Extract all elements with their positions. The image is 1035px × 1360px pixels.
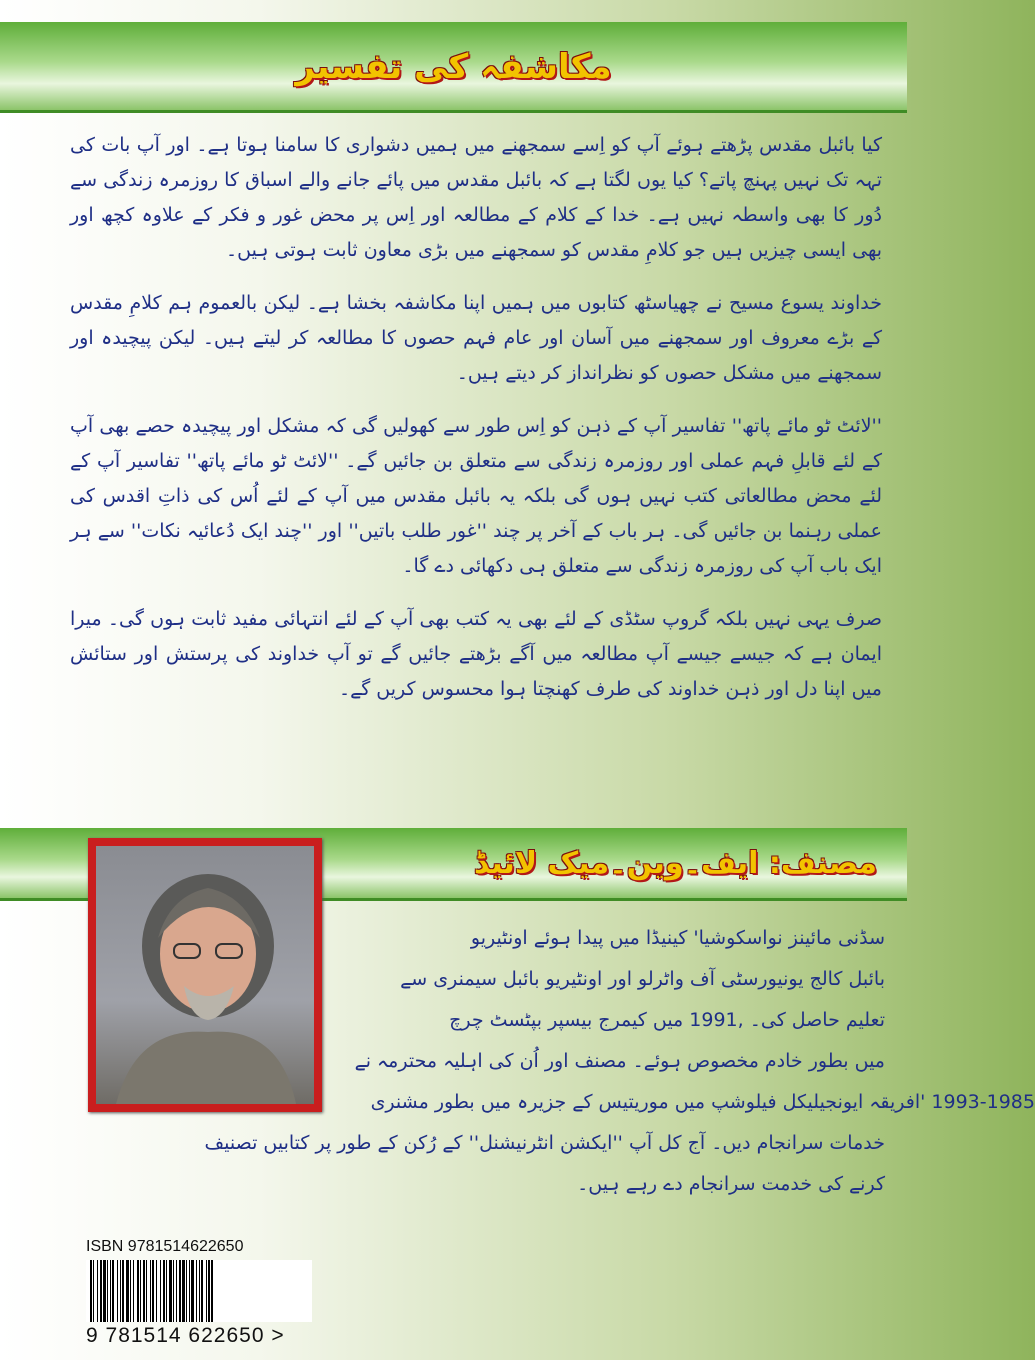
paragraph-2: خداوند یسوع مسیح نے چھیاسٹھ کتابوں میں ہمیں اپنا مکاشفہ بخشا ہے۔ لیکن بالعموم ہم کلامِ مقدس کے بڑے معروف اور سمجھنے میں آسان اور عام فہم حصوں کا مطالعہ کر لیتے ہیں۔ لیکن پیچیدہ اور سمجھنے میں مشکل حصوں کو نظرانداز کر دیتے ہیں۔ — [70, 292, 882, 384]
title-banner — [0, 22, 907, 113]
isbn-label: ISBN 9781514622650 — [86, 1238, 244, 1255]
author-bio — [150, 918, 1035, 1205]
bio-line: بائبل کالج یونیورسٹی آف واٹرلو اور اونٹیریو بائبل سیمنری سے — [400, 968, 885, 990]
description-text — [70, 128, 882, 725]
paragraph-1: کیا بائبل مقدس پڑھتے ہوئے آپ کو اِسے سمجھنے میں ہمیں دشواری کا سامنا ہوتا ہے۔ اور آپ بات کی تہہ تک نہیں پہنچ پاتے؟ کیا یوں لگتا ہے کہ بائبل مقدس میں پائے جانے والے اسباق کا روزمرہ زندگی سے دُور کا بھی واسطہ نہیں ہے۔ خدا کے کلام کے مطالعہ اور اِس پر محض غور و فکر کے علاوہ کچھ اور بھی ایسی چیزیں ہیں جو کلامِ مقدس کو سمجھنے میں بڑی معاون ثابت ہوتی ہیں۔ — [70, 134, 882, 261]
isbn-barcode — [86, 1238, 322, 1350]
bio-line: کرنے کی خدمت سرانجام دے رہے ہیں۔ — [577, 1173, 885, 1195]
barcode-icon — [86, 1260, 312, 1322]
bio-line: خدمات سرانجام دیں۔ آج کل آپ ''ایکشن انٹرنیشنل'' کے رُکن کے طور پر کتابیں تصنیف — [204, 1132, 885, 1154]
author-heading: مصنف: ایف۔وین۔میک لائیڈ — [473, 845, 877, 881]
bio-line: 1993-1985 'افریقہ ایونجیلیکل فیلوشپ میں موریتیس کے جزیرہ میں بطور مشنری — [370, 1091, 1035, 1113]
paragraph-3: ''لائٹ ٹو مائے پاتھ'' تفاسیر آپ کے ذہن کو اِس طور سے کھولیں گی کہ مشکل اور پیچیدہ حصے بھی آپ کے لئے قابلِ فہم عملی اور روزمرہ زندگی سے متعلق بن جائیں گے۔ ''لائٹ ٹو مائے پاتھ'' تفاسیر آپ کے لئے محض مطالعاتی کتب نہیں ہوں گی بلکہ یہ بائبل مقدس میں آپ کے لئے اُس کی ذاتِ اقدس کی عملی رہنما بن جائیں گی۔ ہر باب کے آخر پر چند ''غور طلب باتیں'' اور ''چند ایک دُعائیہ نکات'' سے ہر ایک باب آپ کی روزمرہ زندگی سے متعلق ہی دکھائی دے گا۔ — [70, 415, 882, 577]
book-title: مکاشفہ کی تفسیر — [295, 46, 612, 87]
bio-line: میں بطور خادم مخصوص ہوئے۔ مصنف اور اُن کی اہلیہ محترمہ نے — [354, 1050, 885, 1072]
bio-line: سڈنی مائینز نواسکوشیا' کینیڈا میں پیدا ہوئے اونٹیریو — [470, 927, 885, 949]
isbn-digits: 9 781514 622650 > — [86, 1324, 285, 1347]
bio-line: تعلیم حاصل کی۔ ,1991 میں کیمرج بیسپر بپٹسٹ چرچ — [449, 1009, 885, 1031]
paragraph-4: صرف یہی نہیں بلکہ گروپ سٹڈی کے لئے بھی یہ کتب بھی آپ کے لئے انتہائی مفید ثابت ہوں گی۔ میرا ایمان ہے کہ جیسے جیسے آپ مطالعہ میں آگے بڑھتے جائیں گے تو آپ خداوند کی پرستش اور ستائش میں اپنا دل اور ذہن خداوند کی طرف کھنچتا ہوا محسوس کریں گے۔ — [70, 608, 882, 700]
